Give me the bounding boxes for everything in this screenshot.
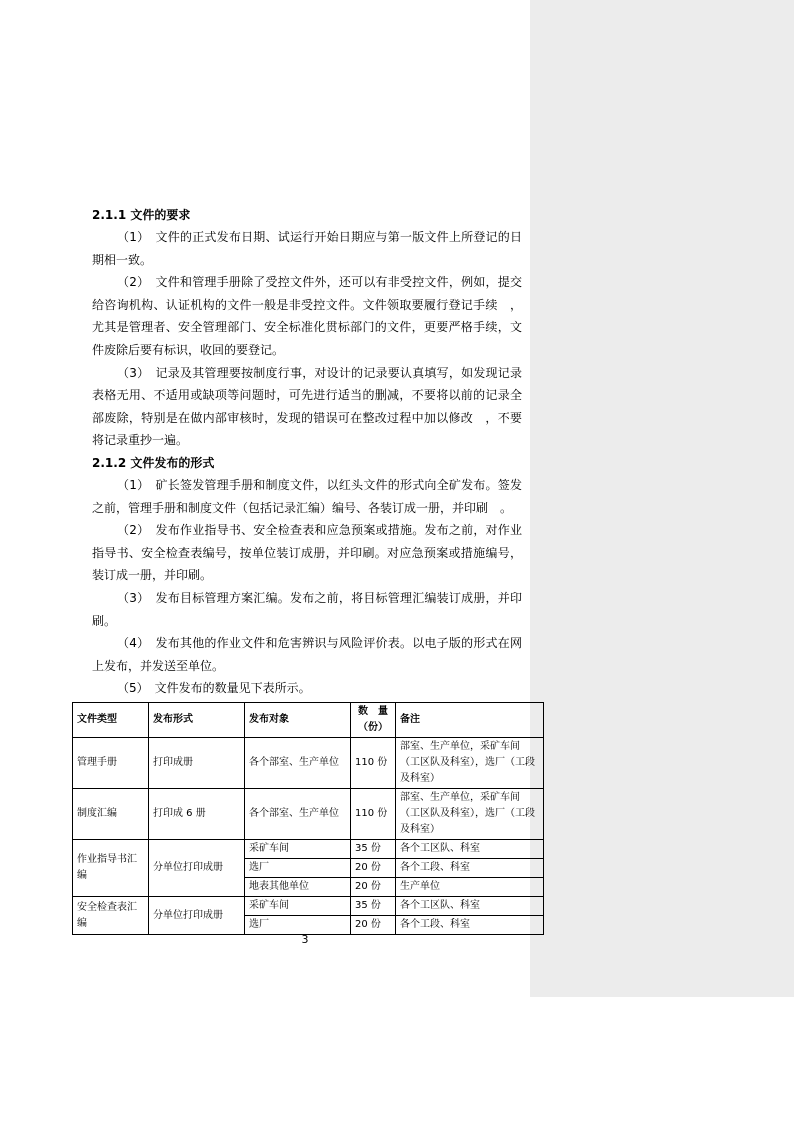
table-cell: 制度汇编 — [73, 789, 149, 840]
table-cell: 采矿车间 — [245, 840, 351, 859]
section-heading-file-release: 2.1.2 文件发布的形式 — [92, 455, 215, 470]
table-cell: 采矿车间 — [245, 897, 351, 916]
table-cell: 打印成 6 册 — [149, 789, 245, 840]
table-row — [73, 789, 544, 840]
header-cell: 数 量（份） — [351, 703, 396, 738]
header-cell: 发布对象 — [245, 703, 351, 738]
table-cell: 安全检查表汇编 — [73, 897, 149, 935]
table-row — [73, 738, 544, 789]
table-cell: 110 份 — [351, 738, 396, 789]
paragraph: （3） 发布目标管理方案汇编。发布之前，将目标管理汇编装订成册，并印刷。 — [92, 590, 522, 628]
table-cell: 生产单位 — [396, 878, 544, 897]
table-cell: 20 份 — [351, 916, 396, 935]
table-cell: 部室、生产单位，采矿车间（工区队及科室），选厂（工段及科室） — [396, 738, 544, 789]
table-cell: 部室、生产单位，采矿车间（工区队及科室），选厂（工段及科室） — [396, 789, 544, 840]
release-table-wrapper — [72, 702, 543, 935]
table-cell: 35 份 — [351, 840, 396, 859]
paragraph: （1） 矿长签发管理手册和制度文件，以红头文件的形式向全矿发布。签发之前，管理手册和制度文件（包括记录汇编）编号、各装订成一册，并印刷 。 — [92, 477, 522, 515]
table-cell: 各个部室、生产单位 — [245, 789, 351, 840]
table-cell: 打印成册 — [149, 738, 245, 789]
table-cell: 管理手册 — [73, 738, 149, 789]
comment-pane — [530, 0, 794, 997]
table-cell: 110 份 — [351, 789, 396, 840]
section-heading-file-requirements: 2.1.1 文件的要求 — [92, 208, 191, 222]
paragraph: （5） 文件发布的数量见下表所示。 — [117, 681, 311, 696]
table-cell: 35 份 — [351, 897, 396, 916]
paragraph: （2） 发布作业指导书、安全检查表和应急预案或措施。发布之前，对作业指导书、安全检查表编号，按单位装订成册，并印刷。对应急预案或措施编号，装订成一册，并印刷。 — [92, 523, 522, 583]
table-cell: 选厂 — [245, 916, 351, 935]
page-number: 3 — [301, 933, 309, 946]
paragraph: （4） 发布其他的作业文件和危害辨识与风险评价表。以电子版的形式在网上发布，并发送至单位。 — [92, 636, 522, 673]
table-cell: 各个部室、生产单位 — [245, 738, 351, 789]
table-cell: 地表其他单位 — [245, 878, 351, 897]
table-cell: 20 份 — [351, 878, 396, 897]
table-row — [73, 840, 544, 859]
table-cell: 各个工段、科室 — [396, 916, 544, 935]
paragraph: （1） 文件的正式发布日期、试运行开始日期应与第一版文件上所登记的日期相一致。 — [92, 230, 522, 267]
table-header-row — [73, 703, 544, 738]
paragraph: （3） 记录及其管理要按制度行事，对设计的记录要认真填写，如发现记录表格无用、不适用或缺项等问题时，可先进行适当的删减，不要将以前的记录全部废除，特别是在做内部审核时，发现的错误可在整改过程中加以修改 ，不要将记录重抄一遍。 — [92, 365, 522, 448]
paragraph: （2） 文件和管理手册除了受控文件外，还可以有非受控文件，例如，提交给咨询机构、认证机构的文件一般是非受控文件。文件领取要履行登记手续 ，尤其是管理者、安全管理部门、安全标准化贯标部门的文件，更要严格手续，文件废除后要有标识，收回的要登记。 — [92, 275, 522, 357]
table-cell: 分单位打印成册 — [149, 897, 245, 935]
document-body — [92, 204, 522, 700]
table-cell: 各个工段、科室 — [396, 859, 544, 878]
table-cell: 分单位打印成册 — [149, 840, 245, 897]
table-cell: 作业指导书汇编 — [73, 840, 149, 897]
table-cell: 20 份 — [351, 859, 396, 878]
release-quantity-table — [72, 702, 544, 935]
header-cell: 文件类型 — [73, 703, 149, 738]
table-cell: 选厂 — [245, 859, 351, 878]
header-cell: 备注 — [396, 703, 544, 738]
header-cell: 发布形式 — [149, 703, 245, 738]
table-cell: 各个工区队、科室 — [396, 840, 544, 859]
table-row — [73, 897, 544, 916]
table-cell: 各个工区队、科室 — [396, 897, 544, 916]
